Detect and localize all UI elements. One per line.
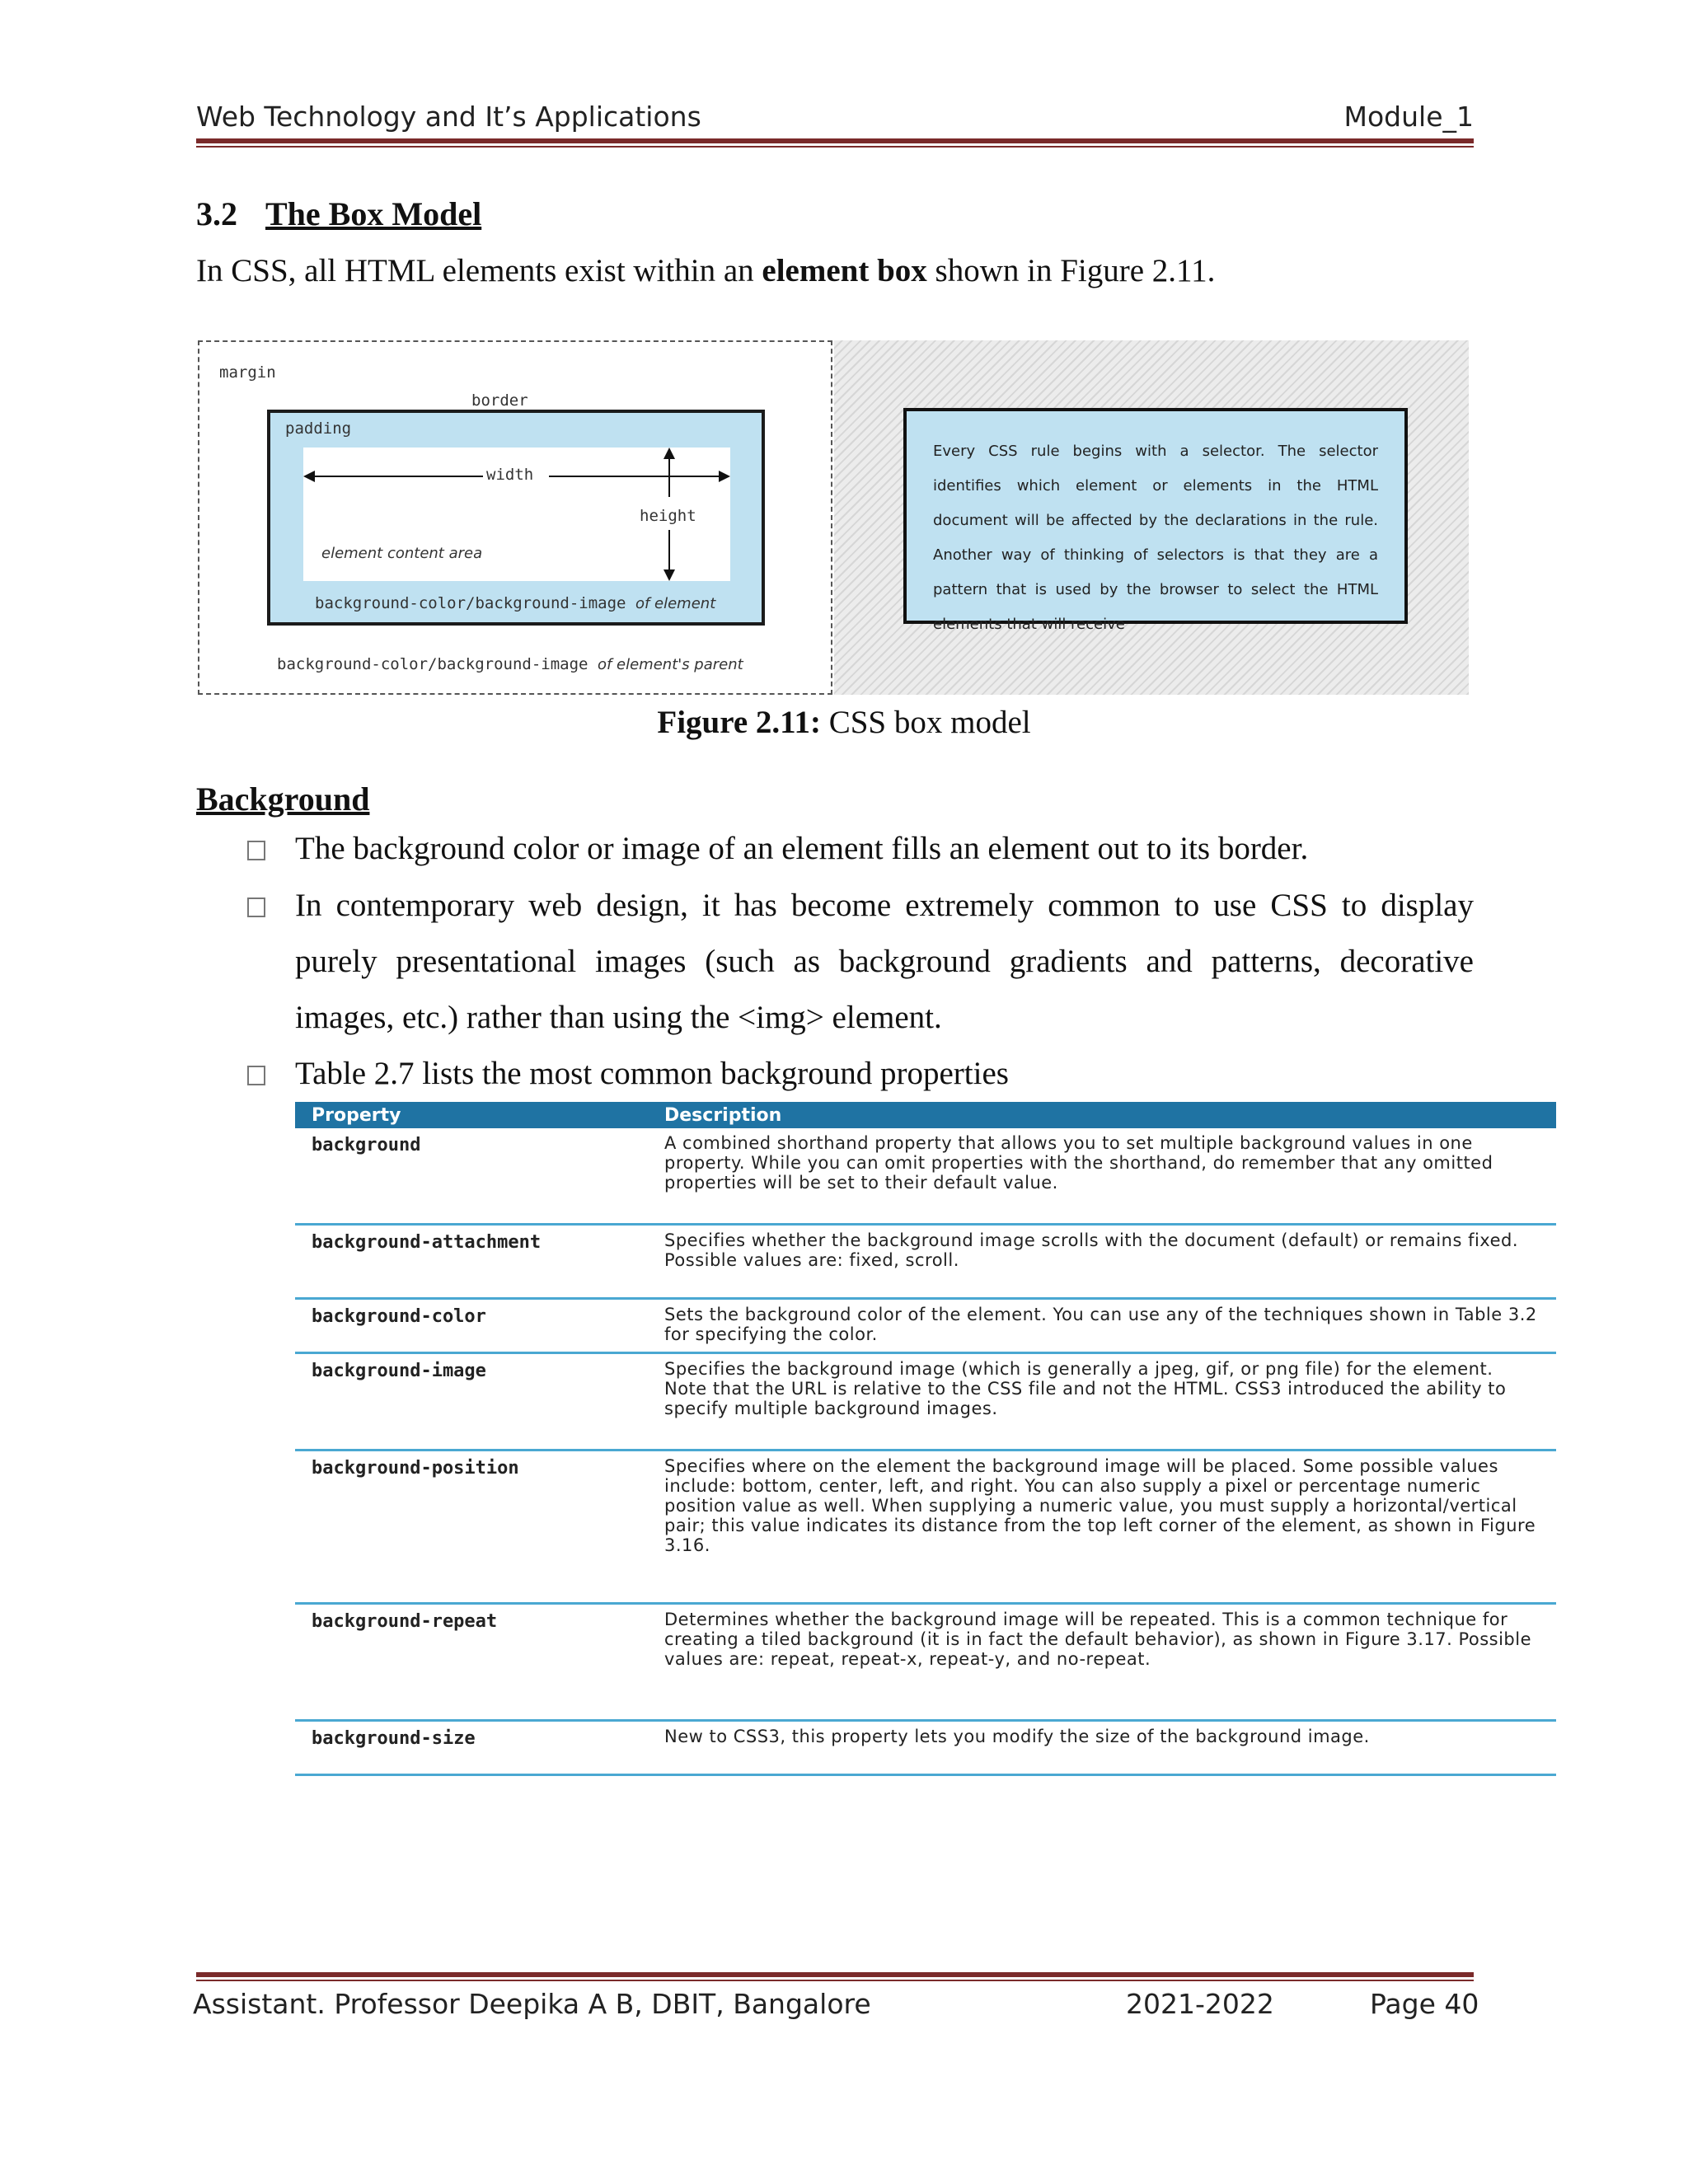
header-rule-thin [196,146,1474,148]
footer-author: Assistant. Professor Deepika A B, DBIT, Bangalore [193,1988,871,2020]
bullet-box-icon [247,1066,265,1085]
header-module: Module_1 [1343,101,1474,133]
property-cell: background-color [312,1306,486,1327]
intro-paragraph [196,252,1215,289]
header-title: Web Technology and It’s Applications [196,101,701,133]
bullet-box-icon [247,841,265,860]
description-cell: Specifies whether the background image scrolls with the document (default) or remains fixed. Possible values are: fixed, scroll. [664,1230,1519,1270]
bullet-text: Table 2.7 lists the most common background properties [295,1056,1009,1091]
description-cell: Specifies the background image (which is generally a jpeg, gif, or png file) for the element. Note that the URL is relative to the CSS file and not the HTML. CSS3 introduced the ability to specify multiple background images. [664,1359,1507,1418]
content-box [303,448,730,581]
footer-rule [196,1972,1474,1977]
description-cell: Sets the background color of the element. You can use any of the techniques shown in Table 3.2 for specifying the color. [664,1305,1537,1344]
table-row [295,1722,1556,1776]
description-cell: Specifies where on the element the background image will be placed. Some possible values include: bottom, center, left, and right. You can also supply a pixel or percentage numeric position value as well. When supplying a numeric value, you must supply a horizontal/vertical pair; this value indicates its distance from the top left corner of the element, as shown in Figure 3.16. [664,1456,1536,1555]
table-row [295,1354,1556,1451]
property-cell: background-position [312,1458,519,1479]
intro-bold: element box [762,253,927,288]
background-heading: Background [196,780,370,818]
table-row [295,1300,1556,1354]
table-row [295,1226,1556,1300]
property-cell: background [312,1135,421,1155]
caption-text: CSS box model [820,705,1031,740]
list-item [247,821,1474,877]
section-number: 3.2 [196,195,237,232]
property-cell: background-size [312,1728,476,1749]
intro-post: shown in Figure 2.11. [926,253,1216,288]
bullet-text: In contemporary web design, it has become extremely common to use CSS to display purely presentational images (such as background gradients and patterns, decorative images, etc.) rather than using the <img> element. [295,888,1474,1035]
background-bullets [247,821,1474,1102]
bg-parent-italic: of element's parent [597,656,743,673]
width-arrow-right [549,476,724,477]
border-label: border [471,391,528,410]
height-arrow-top [668,457,670,497]
footer-rule-thin [196,1980,1474,1981]
property-cell: background-repeat [312,1611,498,1632]
header-description: Description [664,1104,782,1126]
height-arrow-bottom [668,530,670,569]
bullet-box-icon [247,898,265,917]
header-rule [196,138,1474,143]
description-cell: A combined shorthand property that allows you to set multiple background values in one property. While you can omit properties with the shorthand, do remember that any omitted properties will be set to their default value. [664,1133,1493,1193]
section-title [196,194,481,233]
arrow-left-head [303,471,315,482]
intro-pre: In CSS, all HTML elements exist within an [196,253,762,288]
bg-parent-code: background-color/background-image [277,655,588,673]
description-cell: New to CSS3, this property lets you modify the size of the background image. [664,1727,1370,1746]
table-header [295,1102,1556,1128]
box-model-diagram [198,340,832,695]
property-cell: background-image [312,1361,486,1381]
width-arrow-left [310,476,483,477]
selector-illustration [834,340,1469,695]
footer-page: Page 40 [1370,1988,1479,2020]
width-label: width [486,466,534,484]
property-cell: background-attachment [312,1232,542,1253]
list-item [247,1046,1474,1102]
arrow-right-head [719,471,730,482]
bg-parent-label [277,655,743,673]
table-row [295,1605,1556,1722]
page-header [196,101,1474,137]
table-row [295,1128,1556,1226]
caption-bold: Figure 2.11: [657,705,821,740]
selector-text-box: Every CSS rule begins with a selector. The selector identifies which element or elements in the HTML document will be affected by the declarations in the rule. Another way of thinking of selectors is that they are a pattern that is used by the browser to select the HTML elements that will receive [903,408,1408,624]
border-box [267,410,765,626]
height-label: height [640,507,696,525]
section-title-text: The Box Model [265,195,482,232]
content-area-label: element content area [321,545,483,562]
footer-year: 2021-2022 [1126,1988,1274,2020]
bg-element-label [315,594,715,612]
description-cell: Determines whether the background image will be repeated. This is a common technique for creating a tiled background (it is in fact the default behavior), as shown in Figure 3.17. Possible values are: repeat, repeat-x, repeat-y, and no-repeat. [664,1610,1532,1669]
figure-caption [0,704,1688,741]
bg-element-code: background-color/background-image [315,594,626,612]
padding-label: padding [285,419,352,438]
header-property: Property [312,1104,401,1126]
margin-label: margin [219,363,276,382]
bg-element-italic: of element [635,595,716,612]
background-properties-table [295,1102,1556,1776]
arrow-down-head [663,569,675,581]
table-row [295,1451,1556,1605]
bullet-text: The background color or image of an element fills an element out to its border. [295,831,1309,866]
list-item [247,878,1474,1046]
